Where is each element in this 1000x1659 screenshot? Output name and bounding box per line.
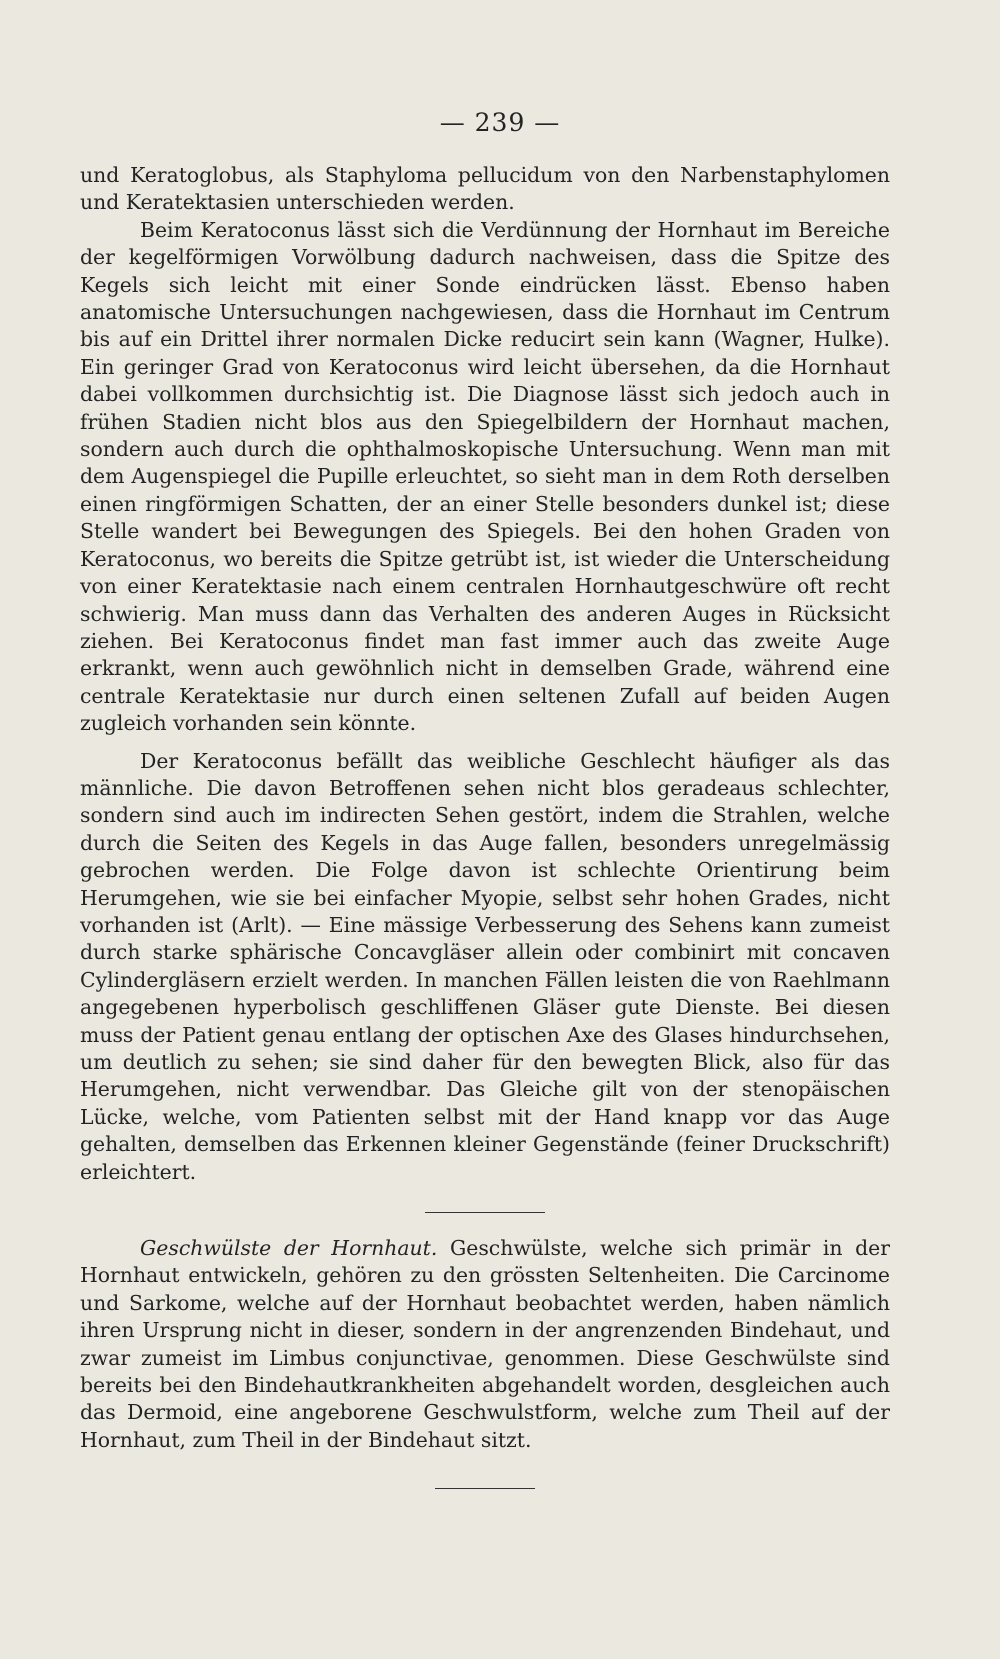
page-number: — 239 —	[439, 108, 561, 137]
paragraph-tumors	[80, 1235, 890, 1454]
section-text: Geschwülste, welche sich primär in der Hornhaut entwickeln, gehören zu den grössten Seltenheiten. Die Carcinome und Sarkome, welche auf der Hornhaut beobachtet werden, haben nämlich ihren Ursprung nicht in dieser, sondern in der angrenzenden Bindehaut, und zwar zumeist im Limbus conjunctivae, genommen. Diese Geschwülste sind bereits bei den Bindehautkrankheiten abgehandelt worden, desgleichen auch das Dermoid, eine angeborene Geschwulstform, welche zum Theil auf der Hornhaut, zum Theil in der Bindehaut sitzt.	[80, 1236, 890, 1452]
section-heading: Geschwülste der Hornhaut.	[140, 1236, 438, 1261]
section-divider	[425, 1212, 545, 1213]
paragraph-keratoconus-treatment: Der Keratoconus befällt das weibliche Geschlecht häufiger als das männliche. Die davon Betroffenen sehen nicht blos geradeaus schlechter, sondern sind auch im indirecten Sehen gestört, indem die Strahlen, welche durch die Seiten des Kegels in das Auge fallen, besonders unregelmässig gebrochen werden. Die Folge davon ist schlechte Orientirung beim Herumgehen, wie sie bei einfacher Myopie, selbst sehr hohen Grades, nicht vorhanden ist (Arlt). — Eine mässige Verbesserung des Sehens kann zumeist durch starke sphärische Concavgläser allein oder combinirt mit concaven Cylindergläsern erzielt werden. In manchen Fällen leisten die von Raehlmann angegebenen hyperbolisch geschliffenen Gläser gute Dienste. Bei diesen muss der Patient genau entlang der optischen Axe des Glases hindurchsehen, um deutlich zu sehen; sie sind daher für den bewegten Blick, also für das Herumgehen, nicht verwendbar. Das Gleiche gilt von der stenopäischen Lücke, welche, vom Patienten selbst mit der Hand knapp vor das Auge gehalten, demselben das Erkennen kleiner Gegenstände (feiner Druckschrift) erleichtert.	[80, 748, 890, 1184]
end-divider	[435, 1488, 535, 1489]
body-text	[80, 162, 890, 1489]
paragraph-continuation: und Keratoglobus, als Staphyloma pellucidum von den Narbenstaphylomen und Keratektasien unterschieden werden.	[80, 163, 890, 215]
paragraph-keratoconus-diagnosis: Beim Keratoconus lässt sich die Verdünnung der Hornhaut im Bereiche der kegelförmigen Vorwölbung dadurch nachweisen, dass die Spitze des Kegels sich leicht mit einer Sonde eindrücken lässt. Ebenso haben anatomische Untersuchungen nachgewiesen, dass die Hornhaut im Centrum bis auf ein Drittel ihrer normalen Dicke reducirt sein kann (Wagner, Hulke). Ein geringer Grad von Keratoconus wird leicht übersehen, da die Hornhaut dabei vollkommen durchsichtig ist. Die Diagnose lässt sich jedoch auch in frühen Stadien nicht blos aus den Spiegelbildern der Hornhaut machen, sondern auch durch die ophthalmoskopische Untersuchung. Wenn man mit dem Augenspiegel die Pupille erleuchtet, so sieht man in dem Roth derselben einen ringförmigen Schatten, der an einer Stelle besonders dunkel ist; diese Stelle wandert bei Bewegungen des Spiegels. Bei den hohen Graden von Keratoconus, wo bereits die Spitze getrübt ist, ist wieder die Unterscheidung von einer Keratektasie nach einem centralen Hornhautgeschwüre oft recht schwierig. Man muss dann das Verhalten des anderen Auges in Rücksicht ziehen. Bei Keratoconus findet man fast immer auch das zweite Auge erkrankt, wenn auch gewöhnlich nicht in demselben Grade, während eine centrale Keratektasie nur durch einen seltenen Zufall auf beiden Augen zugleich vorhanden sein könnte.	[80, 217, 890, 736]
